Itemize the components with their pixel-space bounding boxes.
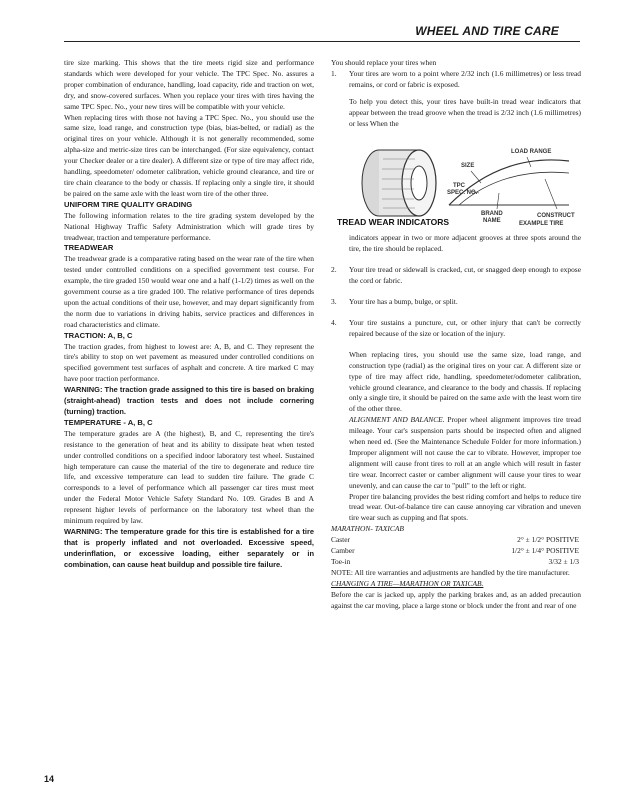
- label-size: SIZE: [461, 163, 475, 170]
- changing-tire-paragraph: Before the car is jacked up, apply the parking brakes and, as an added precaution against the car moving, place a large stone or block under the front and rear of one: [331, 589, 581, 610]
- item-number: 1.: [331, 68, 337, 78]
- right-column: [331, 58, 581, 612]
- spec-value: 2° ± 1/2° POSITIVE: [517, 535, 579, 545]
- changing-tire-heading: CHANGING A TIRE—MARATHON OR TAXICAB.: [331, 578, 484, 588]
- spec-name: Caster: [331, 535, 351, 545]
- alignment-text: Proper wheel alignment improves tire tread mileage. Your car's suspension parts should be inspected often and aligned when need ed. (See the Maintenance Schedule Folder for more information.) Improper alignment will not cause the car to vibrate. However, improper toe alignment will cause front tires to roll at an angle which will result in faster tire wear. Incorrect caster or camber alignment will cause your tires to wear unevenly, and can cause the car to "pull" to the left or right.: [349, 415, 581, 490]
- spec-name: Camber: [331, 546, 355, 556]
- item-number: 4.: [331, 317, 337, 327]
- replace-item-4: [331, 318, 581, 340]
- temperature-warning: WARNING: The temperature grade for this tire is established for a tire that is properly inflated and not overloaded. Excessive speed, underinflation, or excessive loading, either separately or in combination, can cause heat buildup and possible tire failure.: [64, 526, 314, 569]
- spec-row-camber: [331, 546, 581, 557]
- item-number: 3.: [331, 297, 337, 307]
- item-text: Your tires are worn to a point where 2/32 inch (1.6 millimetres) or less tread remains, or cord or fabric is exposed.: [349, 68, 581, 89]
- item-text: Your tire sustains a puncture, cut, or other injury that can't be correctly repaired because of the size or location of the injury.: [349, 317, 581, 338]
- warranty-note: NOTE: All tire warranties and adjustments are handled by the tire manufacturer.: [331, 567, 570, 577]
- replacing-tires-paragraph: When replacing tires with those not having a TPC Spec. No., you should use the same size, load range, and construction type (bias, bias-belted, or radial) as the original tires on your vehicle. Although it is not generally recommended, some alpha-size and metric-size tires can be interchanged. (For size equivalency, contact your Checker dealer or a tire dealer). A different size or type of tire may affect ride, handling, speedometer/ odometer calibration, vehicle ground clearance, and tire or tire chain clearance to the body or chassis. If replacing only a single tire, it should be paired on the same axle with the least worn tire of the other three.: [64, 112, 314, 198]
- replace-item-3: [331, 297, 581, 308]
- header-rule: [64, 41, 580, 42]
- traction-warning: WARNING: The traction grade assigned to this tire is based on braking (straight-ahead) traction tests and does not include cornering (turning) traction.: [64, 385, 314, 416]
- page-number: 14: [44, 774, 55, 784]
- item-text: Your tire has a bump, bulge, or split.: [349, 297, 458, 307]
- tire-illustration: [331, 133, 581, 229]
- replace-intro: You should replace your tires when: [331, 58, 437, 67]
- item-number: 2.: [331, 265, 337, 275]
- traction-paragraph: The traction grades, from highest to lowest are: A, B, and C. They represent the tire's ability to stop on wet pavement as measured under controlled conditions on specified government test surfaces of asphalt and concrete. A tire marked C may have poor traction performance.: [64, 341, 314, 384]
- label-tpc: TPC: [453, 183, 465, 190]
- label-brand: BRAND: [481, 211, 503, 218]
- utqg-heading: UNIFORM TIRE QUALITY GRADING: [64, 199, 193, 209]
- replace-item-1: [331, 69, 581, 91]
- when-replacing-paragraph: When replacing tires, you should use the same size, load range, and construction type (radial) as the original tires on your car. A different size or type of tire may affect ride, handling, speedometer/odometer calibration, vehicle ground clearance, and clearance to the body and chassis. If replacing only a single tire, it should be paired on the same axle with the least worn tire of the other three.: [349, 349, 581, 414]
- wear-indicator-paragraph: To help you detect this, your tires have built-in tread wear indicators that appear between the tread groove when the tread is 2/32 inch (1.6 millimetres) or less When the: [349, 96, 581, 128]
- indicator-continuation: indicators appear in two or more adjacent grooves at three spots around the tire, the tire should be replaced.: [349, 233, 581, 254]
- label-name: NAME: [483, 218, 501, 225]
- treadwear-paragraph: The treadwear grade is a comparative rating based on the wear rate of the tire when tested under controlled conditions on a specified government test course. For example, the tire graded 150 would wear one and a half (1-1/2) times as well on the government course as a tire graded 100. The relative performance of tires depends upon the actual conditions of their use, however, and may depart significantly from the norm due to variations in driving habits, service practices and differences in road characteristics and climate.: [64, 254, 314, 329]
- spec-value: 1/2° ± 1/4° POSITIVE: [511, 546, 579, 556]
- marathon-heading: MARATHON- TAXICAB: [331, 524, 404, 534]
- spec-value: 3/32 ± 1/3: [548, 557, 579, 566]
- label-tread-wear-indicators: TREAD WEAR INDICATORS: [337, 217, 450, 228]
- example-tire-figure: [331, 133, 581, 229]
- spec-row-caster: [331, 535, 581, 546]
- left-column: [64, 58, 314, 571]
- spec-name: Toe-in: [331, 557, 351, 566]
- utqg-paragraph: The following information relates to the tire grading system developed by the National Highway Traffic Safety Administration which will grade tires by treadwear, traction and temperature performance.: [64, 210, 314, 242]
- tpc-intro-paragraph: tire size marking. This shows that the tire meets rigid size and performance standards which were developed for your vehicle. The TPC Spec. No. assures a proper combination of endurance, handling, load capacity, ride and traction on wet, dry, and snow-covered surfaces. When you replace your tires with tires having the same TPC Spec. No., your new tires will be compatible with your vehicle.: [64, 58, 314, 111]
- treadwear-heading: TREADWEAR: [64, 243, 114, 253]
- page-header-title: WHEEL AND TIRE CARE: [415, 24, 559, 38]
- label-spec-no: SPEC. NO.: [447, 190, 478, 197]
- balancing-paragraph: Proper tire balancing provides the best riding comfort and helps to reduce tire tread wear. Out-of-balance tire can cause annoying car vibration and uneven tire wear such as cupping and flat spots.: [349, 491, 581, 523]
- label-construct: CONSTRUCT: [537, 213, 575, 220]
- alignment-label: ALIGNMENT AND BALANCE.: [349, 415, 445, 425]
- alignment-paragraph: [349, 415, 581, 491]
- spec-row-toe-in: [331, 557, 581, 568]
- temperature-heading: TEMPERATURE - A, B, C: [64, 417, 153, 427]
- temperature-paragraph: The temperature grades are A (the highest), B, and C, representing the tire's resistance to the generation of heat and its ability to dissipate heat when tested under controlled conditions on a specified indoor laboratory test wheel. Sustained high temperature can cause the material of the tire to degenerate and reduce tire life, and excessive temperature can lead to sudden tire failure. The grade C corresponds to a level of performance which all passenger car tires must meet under the Federal Motor Vehicle Safety Standard No. 109. Grades B and A represent higher levels of performance on the laboratory test wheel than the minimum required by law.: [64, 428, 314, 526]
- traction-heading: TRACTION: A, B, C: [64, 330, 133, 340]
- item-text: Your tire tread or sidewall is cracked, cut, or snagged deep enough to expose the cord or fabric.: [349, 265, 581, 286]
- tire-drawing: [362, 150, 436, 216]
- replace-item-2: [331, 265, 581, 287]
- label-example-tire: EXAMPLE TIRE: [519, 221, 564, 228]
- label-load-range: LOAD RANGE: [511, 149, 552, 156]
